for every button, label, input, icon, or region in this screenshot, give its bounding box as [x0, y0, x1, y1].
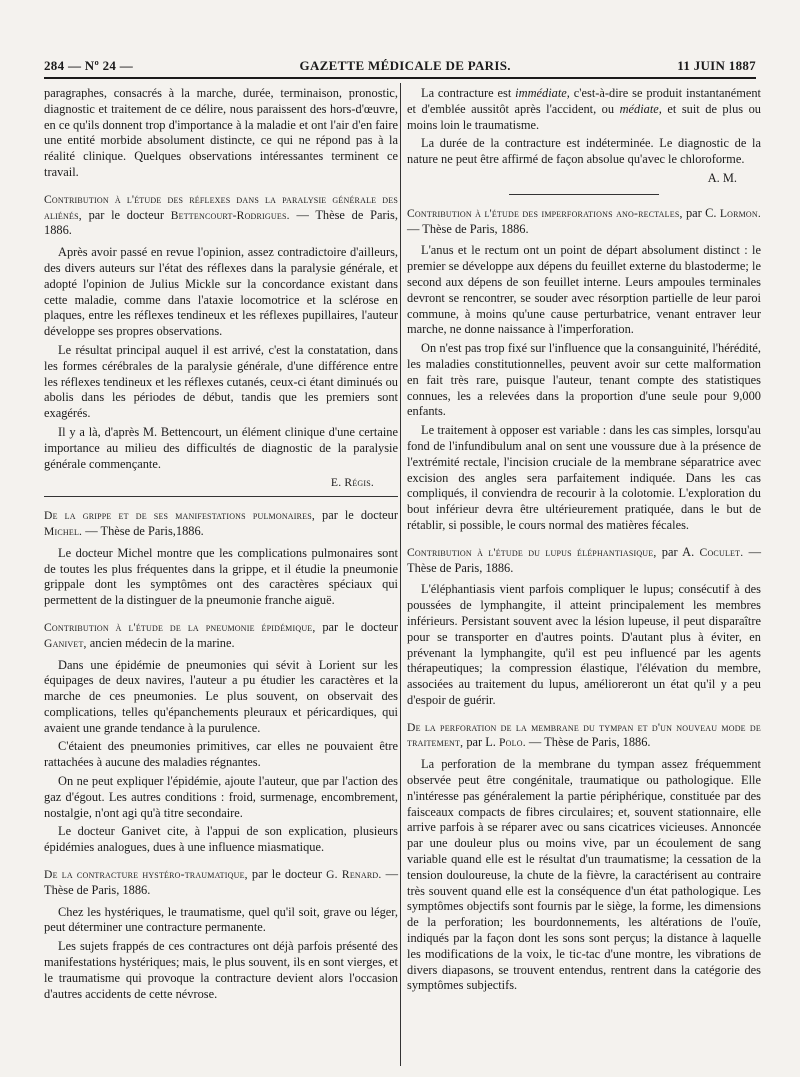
section-title: Contribution à l'étude de la pneumonie épidémique,: [44, 620, 316, 634]
journal-title: GAZETTE MÉDICALE DE PARIS.: [299, 58, 511, 73]
paragraph: Le résultat principal auquel il est arrivé, c'est la constatation, dans les formes cérébrales de la paralysie générale, d'une différence entre les réflexes tendineux et les réflexes cutanés, ceux-ci étant diminués ou abolis dans les périodes de début, tandis que les premiers sont exagérés.: [44, 342, 398, 421]
column-divider: [400, 83, 401, 1066]
paragraph: On ne peut expliquer l'épidémie, ajoute l'auteur, que par l'action des gaz d'égout. Les autres conditions : froid, surmenage, encombrement, nostalgie, n'ont agi qu'à titre secondaire.: [44, 774, 398, 820]
paragraph: L'anus et le rectum ont un point de départ absolument distinct : le premier se développe aux dépens du feuillet externe du blastoderme; le second aux dépens de son feuillet interne. Leurs ampoules terminales devront se rencontrer, se souder avec résorption partielle de leur paroi commune, à moins qu'une cause perturbatrice, venant entraver leur marche, ne donne naissance à l'imperforation.: [407, 243, 761, 337]
paragraph: La perforation de la membrane du tympan assez fréquemment observée peut être congénitale, traumatique ou pathologique. Elle n'intéresse pas généralement la partie périphérique, constituée par des faisceaux compacts de fibres circulaires; et, souvent stationnaire, elle arrive parfois à se réparer avec ou sans cicatrices vicieuses. Annoncée par une douleur plus ou moins vive, par un écoulement de sang variable quand elle est le résultat d'un traumatisme; la cessation de la tension douloureuse, la chute de la fièvre, la caractérisent au contraire très souvent quand elle est la conséquence d'un état pathologique. Les symptômes objectifs sont fournis par le siège, la forme, les dimensions de la perforation; les bourdonnements, les altérations de l'ouïe, indiqués par la façon dont les sons sont perçus; la distance à laquelle les modifications de la voix, le tic-tac d'une montre, les vibrations de divers diapasons, se trouvent entendus, rentrent dans la catégorie des symptômes subjectifs.: [407, 757, 761, 993]
section-heading-grippe: De la grippe et de ses manifestations pulmonaires, par le docteur Michel. — Thèse de Paris,1886.: [44, 508, 398, 538]
paragraph: La durée de la contracture est indéterminée. Le diagnostic de la nature ne peut être affirmé de façon absolue qu'avec le chloroforme.: [407, 136, 761, 167]
paragraph: Chez les hystériques, le traumatisme, quel qu'il soit, grave ou léger, peut déterminer une contracture permanente.: [44, 904, 398, 935]
left-column: [44, 86, 398, 1005]
section-author: Bettencourt-Rodrigues.: [170, 208, 290, 222]
paragraph: Le docteur Michel montre que les complications pulmonaires sont de toutes les plus fréquentes dans la grippe, et il étudie la pneumonie grippale dont les symptômes ont des caractères spéciaux qui permettent de la distinguer de la pneumonie franche aiguë.: [44, 545, 398, 608]
paragraph: Le traitement à opposer est variable : dans les cas simples, lorsqu'au fond de l'infundibulum anal on sent une voussure due à la présence de l'extrémité rectale, l'incision cruciale de la membrane séparatrice avec excision des angles sera parfaitement indiquée. Dans les cas compliqués, il conviendra de recourir à la colotomie. L'exploration du bout inférieur devra être ultérieurement pratiquée, dans le but de rétablir, si possible, le cours normal des matières fécales.: [407, 423, 761, 532]
section-title: De la contracture hystéro-traumatique,: [44, 868, 248, 882]
paragraph: Après avoir passé en revue l'opinion, assez contradictoire d'ailleurs, des divers auteurs sur l'état des réflexes dans la paralysie générale, et adopté l'opinion de Julius Mickle sur la concordance existant dans cette maladie, comme dans l'ataxie locomotrice et la sclérose en plaques, entre les réflexes tendineux et les réflexes pupillaires, l'auteur développe ses propres observations.: [44, 245, 398, 339]
section-heading-reflexes: Contribution à l'étude des réflexes dans la paralysie générale des aliénés, par le docteur Bettencourt-Rodrigues. — Thèse de Paris, 1886.: [44, 192, 398, 238]
section-author: Polo.: [499, 736, 526, 750]
paragraph: Les sujets frappés de ces contractures ont déjà parfois présenté des manifestations hystériques; mais, le plus souvent, ils en sont vierges, et le traumatisme qui provoque la contracture devient alors l'occasion d'autres accidents de cette névrose.: [44, 939, 398, 1001]
paragraph: Il y a là, d'après M. Bettencourt, un élément clinique d'une certaine importance au milieu des difficultés de diagnostic de la paralysie générale commençante.: [44, 424, 398, 471]
signature: A. M.: [707, 170, 737, 185]
header-rule: [44, 77, 756, 79]
section-heading-tympan: De la perforation de la membrane du tympan et d'un nouveau mode de traitement, par L. Polo. — Thèse de Paris, 1886.: [407, 720, 761, 750]
section-rule: [509, 194, 659, 195]
section-heading-imperforations: Contribution à l'étude des imperforations ano-rectales, par C. Lormon. — Thèse de Paris, 1886.: [407, 205, 761, 236]
section-heading-contracture: De la contracture hystéro-traumatique, par le docteur G. Renard. — Thèse de Paris, 1886.: [44, 867, 398, 897]
section-title: Contribution à l'étude des imperforations ano-rectales,: [407, 206, 683, 220]
right-column: [407, 86, 761, 997]
issue-date: 11 JUIN 1887: [677, 58, 756, 73]
section-author: Ganivet,: [44, 636, 87, 650]
section-author: G. Renard.: [326, 868, 382, 882]
paragraph: Le docteur Ganivet cite, à l'appui de son explication, plusieurs épidémies analogues, dues à une influence miasmatique.: [44, 824, 398, 855]
paragraph: On n'est pas trop fixé sur l'influence que la consanguinité, l'hérédité, les maladies constitutionnelles, peuvent avoir sur cette malformation en fait très rare, puisque l'auteur, tenant compte des statistiques connues, les a relevées dans la proportion d'une seule pour 9,000 enfants.: [407, 341, 761, 419]
section-author: Lormon.: [719, 206, 761, 220]
paragraph: Dans une épidémie de pneumonies qui sévit à Lorient sur les équipages de deux navires, l'auteur a pu étudier les caractères et la marche de ces pneumonies. Le plus souvent, on observait des complications, telles qu'épanchements pleuraux et péricardiques, qui avaient une grande tendance à la purulence.: [44, 657, 398, 735]
intro-paragraph: paragraphes, consacrés à la marche, durée, terminaison, pronostic, diagnostic et traitement de ce délire, nous paraissent des hors-d'œuvre, en ce qu'ils donnent trop d'importance à la maladie et ont l'air d'en faire une entité morbide absolument distincte, ce qui ne répond pas à la réalité clinique. Quelques observations intéressantes terminent ce travail.: [44, 86, 398, 179]
page-header: [44, 58, 756, 78]
paragraph: L'éléphantiasis vient parfois compliquer le lupus; consécutif à des poussées de lymphangite, il atteint principalement les membres inférieurs. Persistant souvent avec la lésion lupeuse, il peut disparaître pour se transporter en d'autres points. D'autant plus à éviter, en prévenant la lymphangite, qu'il est peu influencé par les agents thérapeutiques; la compression élastique, l'élévation du membre, associées au traitement du lupus, amélioreront un état qu'il y a peu d'espoir de guérir.: [407, 582, 761, 707]
page-number: 284 — Nº 24 —: [44, 58, 134, 73]
paragraph: C'étaient des pneumonies primitives, car elles ne pouvaient être rattachées à aucune des maladies régnantes.: [44, 739, 398, 770]
section-author: Coculet.: [699, 545, 744, 559]
section-author: Michel.: [44, 524, 83, 538]
section-title: De la grippe et de ses manifestations pulmonaires,: [44, 509, 316, 523]
section-rule: [44, 496, 398, 497]
paragraph: La contracture est immédiate, c'est-à-dire se produit instantanément et d'emblée aussitôt après l'accident, ou médiate, et suit de plus ou moins loin le traumatisme.: [407, 86, 761, 132]
section-heading-pneumonie: Contribution à l'étude de la pneumonie épidémique, par le docteur Ganivet, ancien médecin de la marine.: [44, 619, 398, 650]
section-heading-lupus: Contribution à l'étude du lupus éléphantiasique, par A. Coculet. — Thèse de Paris, 1886.: [407, 544, 761, 575]
section-title: Contribution à l'étude du lupus éléphantiasique,: [407, 545, 657, 559]
section-title: Contribution à l'étude des réflexes dans la paralysie générale des aliénés,: [44, 192, 398, 222]
signature: E. Régis.: [330, 476, 374, 490]
section-title: De la perforation de la membrane du tympan et d'un nouveau mode de traitement,: [407, 720, 761, 750]
